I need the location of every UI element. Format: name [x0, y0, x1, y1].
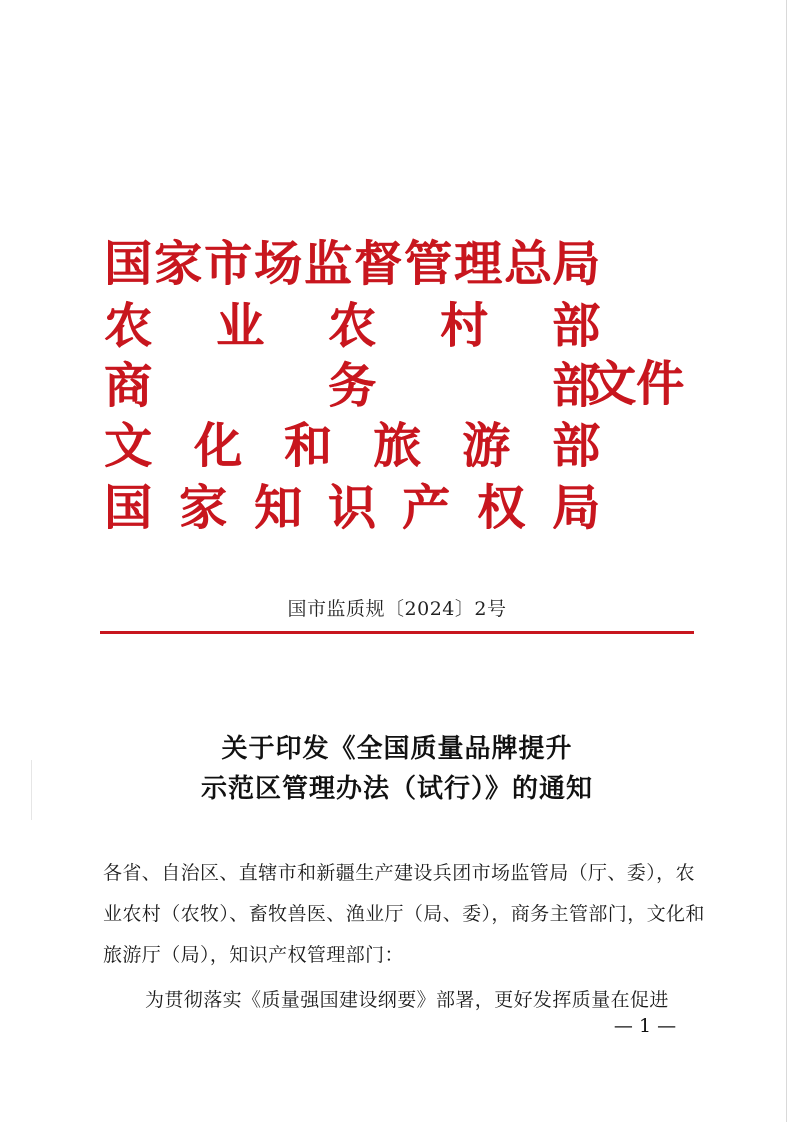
issuer-char: 监	[303, 236, 352, 292]
issuer-char: 文	[103, 418, 152, 474]
addressee-line-2: 业农村（农牧）、畜牧兽医、渔业厅（局、委），商务主管部门，文化和	[103, 903, 705, 925]
issuer-char: 业	[215, 298, 264, 354]
issuer-char: 识	[327, 480, 376, 536]
issuer-char: 督	[353, 236, 402, 292]
issuer-char: 权	[476, 480, 525, 536]
issuer-char: 总	[503, 236, 552, 292]
issuer-char: 场	[253, 236, 302, 292]
page-number: — 1 —	[613, 1015, 677, 1037]
issuer-char: 农	[327, 298, 376, 354]
red-divider-line	[100, 631, 694, 634]
issuer-char: 游	[461, 418, 510, 474]
issuer-char: 知	[253, 480, 302, 536]
issuer-char: 农	[103, 298, 152, 354]
scan-edge-line	[786, 0, 787, 1122]
issuer-char: 市	[203, 236, 252, 292]
issuer-char: 商	[103, 358, 152, 414]
issuer-char: 家	[153, 236, 202, 292]
notice-title-line-1: 关于印发《全国质量品牌提升	[221, 734, 573, 764]
issuer-char: 管	[403, 236, 452, 292]
document-type-label: 文件	[588, 356, 685, 412]
document-number: 国市监质规〔2024〕2号	[287, 598, 507, 620]
issuer-char: 国	[103, 236, 152, 292]
addressee-line-1: 各省、自治区、直辖市和新疆生产建设兵团市场监管局（厅、委），农	[103, 862, 695, 884]
issuer-char: 局	[551, 480, 600, 536]
issuer-char: 理	[453, 236, 502, 292]
issuer-char: 村	[439, 298, 488, 354]
notice-title-line-2: 示范区管理办法（试行）》的通知	[200, 774, 593, 804]
issuer-char: 务	[327, 358, 376, 414]
issuer-char: 家	[178, 480, 227, 536]
issuer-char: 部	[551, 358, 600, 414]
addressee-line-3: 旅游厅（局），知识产权管理部门：	[103, 944, 404, 966]
issuer-char: 部	[551, 298, 600, 354]
issuer-char: 国	[103, 480, 152, 536]
paragraph-first-line: 为贯彻落实《质量强国建设纲要》部署，更好发挥质量在促进	[145, 989, 669, 1011]
issuer-char: 和	[283, 418, 332, 474]
issuer-char: 化	[193, 418, 242, 474]
issuer-char: 部	[551, 418, 600, 474]
issuer-char: 局	[551, 236, 600, 292]
issuer-char: 旅	[372, 418, 421, 474]
issuer-char: 产	[401, 480, 450, 536]
